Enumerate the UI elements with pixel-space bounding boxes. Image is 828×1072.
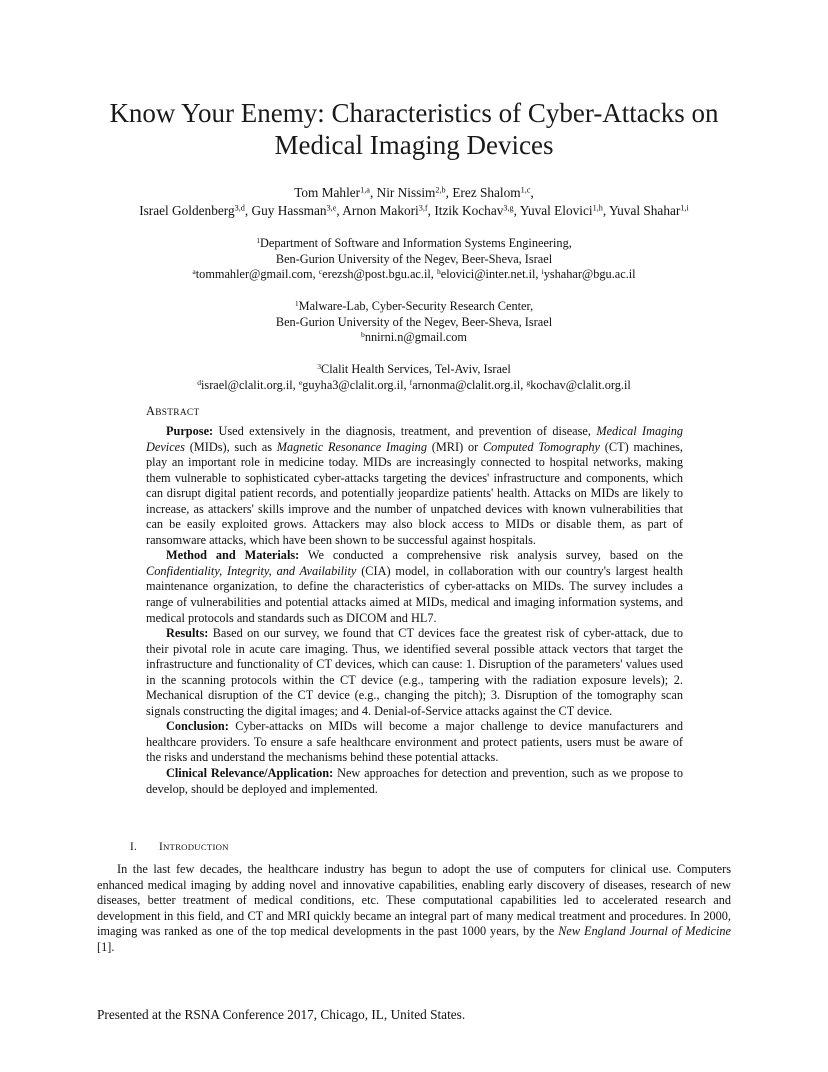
email-link[interactable]: erezsh@post.bgu.ac.il, <box>322 267 437 281</box>
introduction-paragraph <box>97 862 731 955</box>
email-link[interactable]: elovici@inter.net.il, <box>440 267 542 281</box>
abstract-results-label: Results: <box>166 626 209 641</box>
text-run: (MRI) or <box>426 439 483 454</box>
affiliation-line-1 <box>80 236 748 252</box>
affiliation-text: Malware-Lab, Cyber-Security Research Center, <box>298 299 534 313</box>
email-link[interactable]: yshahar@bgu.ac.il <box>543 267 636 281</box>
affiliation-line-1 <box>80 299 748 315</box>
abstract-results <box>146 626 683 719</box>
author-name: Yuval Elovici <box>519 203 593 218</box>
text-run: In the last few decades, the healthcare industry has begun to adopt the use of computers for clinical use. Computers enhanced medical imaging by adding novel and innovative capabilities, enabling early discovery of diseases, research of new diseases, better treatment of medical conditions, etc. These computational capabilities led to accelerated research and development in this field, and CT and MRI quickly became an integral part of many medical treatment and procedures. In 2000, imaging was ranked as one of the top medical developments in the past 1000 years, by the <box>97 862 731 939</box>
author-affiliation-mark: 2,b <box>435 185 446 195</box>
affiliation-line-2: Ben-Gurion University of the Negev, Beer-Sheva, Israel <box>275 251 553 266</box>
email-mark: c <box>318 266 323 276</box>
abstract-purpose <box>146 424 683 548</box>
abstract-methods-label: Method and Materials: <box>166 548 300 563</box>
abstract-conclusion-label: Conclusion: <box>166 719 229 734</box>
affiliation-bgu-ise <box>80 236 748 283</box>
text-run: (CIA) model, in collaboration with our country's largest health maintenance organization, to define the characteristics of cyber-attacks on MIDs. The survey includes a range of vulnerabilities and potential attacks aimed at MIDs, medical and imaging information systems, and medical protocols and standards such as DICOM and HL7. <box>146 563 683 625</box>
author-affiliation-mark: 1,h <box>592 203 603 213</box>
abstract-heading-initial: A <box>146 404 156 418</box>
email-link[interactable]: guyha3@clalit.org.il, <box>302 377 410 392</box>
author-name: Israel Goldenberg <box>139 203 235 218</box>
affiliation-mark: 1 <box>294 298 299 308</box>
affiliation-text: Clalit Health Services, Tel-Aviv, Israel <box>321 362 511 376</box>
text-run: [1]. <box>97 939 115 954</box>
author-affiliation-mark: 1,i <box>680 203 689 213</box>
italic-term: Magnetic Resonance Imaging <box>276 439 427 454</box>
affiliation-mark: 1 <box>256 235 261 245</box>
section-number: I. <box>130 841 137 853</box>
author-name: Itzik Kochav <box>434 203 504 218</box>
email-link[interactable]: israel@clalit.org.il, <box>201 377 299 392</box>
affiliation-clalit <box>80 362 748 393</box>
italic-term: Confidentiality, Integrity, and Availability <box>146 563 357 578</box>
author-name: Erez Shalom <box>452 185 521 200</box>
affiliation-emails <box>80 378 748 394</box>
affiliation-malware-lab <box>80 299 748 346</box>
paper-title <box>60 97 768 161</box>
email-link[interactable]: tommahler@gmail.com, <box>195 267 319 281</box>
affiliation-text: Department of Software and Information Systems Engineering, <box>260 236 572 250</box>
affiliation-emails <box>80 330 748 346</box>
italic-term: Medical Imaging Devices <box>146 424 683 454</box>
paper-title-line-1: Know Your Enemy: Characteristics of Cyber-Attacks on <box>109 98 719 128</box>
affiliation-mark: 3 <box>317 361 321 371</box>
text-run: Used extensively in the diagnosis, treatment, and prevention of disease, <box>213 424 597 438</box>
author-name: Yuval Shahar <box>609 203 681 218</box>
affiliation-emails <box>80 267 748 283</box>
email-link[interactable]: kochav@clalit.org.il <box>530 377 631 392</box>
email-link[interactable]: nnirni.n@gmail.com <box>364 330 467 344</box>
email-mark: g <box>526 377 531 387</box>
author-affiliation-mark: 1,a <box>360 185 370 195</box>
email-mark: f <box>409 377 413 387</box>
section-heading-initial: I <box>159 841 163 853</box>
author-name: Tom Mahler <box>294 185 361 200</box>
abstract-purpose-label: Purpose: <box>166 424 214 438</box>
author-name: Guy Hassman <box>251 203 327 218</box>
author-name: Arnon Makori <box>342 203 419 218</box>
text-run: (MIDs), such as <box>184 439 277 454</box>
email-mark: a <box>192 266 196 276</box>
affiliation-line-2: Ben-Gurion University of the Negev, Beer-Sheva, Israel <box>275 314 553 329</box>
abstract-body <box>146 424 683 797</box>
author-line-1: Tom Mahler$^{1,a}$, Nir Nissim$^{2,b}$, Erez Shalom$^{1,c}$, <box>294 185 534 200</box>
author-list <box>30 184 798 220</box>
author-affiliation-mark: 3,f <box>418 203 428 213</box>
email-mark: b <box>361 329 365 339</box>
author-affiliation-mark: 3,e <box>326 203 337 213</box>
conference-footnote: Presented at the RSNA Conference 2017, Chicago, IL, United States. <box>97 1007 466 1022</box>
text-run: Cyber-attacks on MIDs will become a major challenge to device manufacturers and healthcare providers. To ensure a safe healthcare environment and protect patients, users must be aware of the risks and understand the mechanisms behind these potential attacks. <box>146 719 683 765</box>
italic-term: New England Journal of Medicine <box>558 924 731 939</box>
abstract-relevance-label: Clinical Relevance/Application: <box>166 766 334 781</box>
section-heading-introduction <box>130 841 229 853</box>
email-link[interactable]: arnonma@clalit.org.il, <box>412 377 527 392</box>
abstract-heading <box>146 404 199 419</box>
author-affiliation-mark: 1,c <box>520 185 531 195</box>
text-run: We conducted a comprehensive risk analysis survey, based on the <box>299 548 683 563</box>
paper-title-line-2: Medical Imaging Devices <box>274 130 554 160</box>
email-mark: e <box>298 377 303 387</box>
abstract-conclusion <box>146 719 683 766</box>
italic-term: Computed Tomography <box>482 439 601 454</box>
text-run: (CT) machines, play an important role in medicine today. MIDs are increasingly connected to hospital networks, making them vulnerable to sophisticated cyber-attacks targeting the devices' infrastructure and components, which can disrupt digital patient records, and potentially jeopardize patients' health. Attacks on MIDs are likely to increase, as attackers' skills improve and the number of unpatched devices with known vulnerabilities that can be easily exploited grows. Attackers may also block access to MIDs or disable them, as part of ransomware attacks, which have been shown to be successful against hospitals. <box>146 439 683 547</box>
abstract-methods <box>146 548 683 626</box>
abstract-heading-rest: BSTRACT <box>155 408 200 418</box>
author-line-2: Israel Goldenberg$^{3,d}$, Guy Hassman$^{3,e}$, Arnon Makori$^{3,f}$, Itzik Kochav$^{3,g}$, Yuval Elovici$^{1,h}$, Yuval Shahar$^{1,i}$ <box>139 203 689 218</box>
author-name: Nir Nissim <box>376 185 436 200</box>
text-run: New approaches for detection and prevention, such as we propose to develop, should be deployed and implemented. <box>146 766 683 796</box>
email-mark: h <box>436 266 441 276</box>
abstract-relevance <box>146 766 683 797</box>
affiliation-line-1 <box>80 362 748 378</box>
email-mark: i <box>541 266 544 276</box>
text-run: Based on our survey, we found that CT devices face the greatest risk of cyber-attack, due to their pivotal role in acute care imaging. Thus, we identified several possible attack vectors that target the infrastructure and functionality of CT devices, which can cause: 1. Disruption of the parameters' values used in the scanning protocols within the CT device (e.g., tampering with the radiation exposure levels); 2. Mechanical disruption of the CT device (e.g., changing the pitch); 3. Disruption of the tomography scan signals constructing the digital images; and 4. Denial-of-Service attacks against the CT device. <box>146 626 683 718</box>
email-mark: d <box>197 377 201 387</box>
author-affiliation-mark: 3,d <box>234 203 245 213</box>
section-heading-rest: NTRODUCTION <box>162 842 229 852</box>
author-affiliation-mark: 3,g <box>503 203 514 213</box>
